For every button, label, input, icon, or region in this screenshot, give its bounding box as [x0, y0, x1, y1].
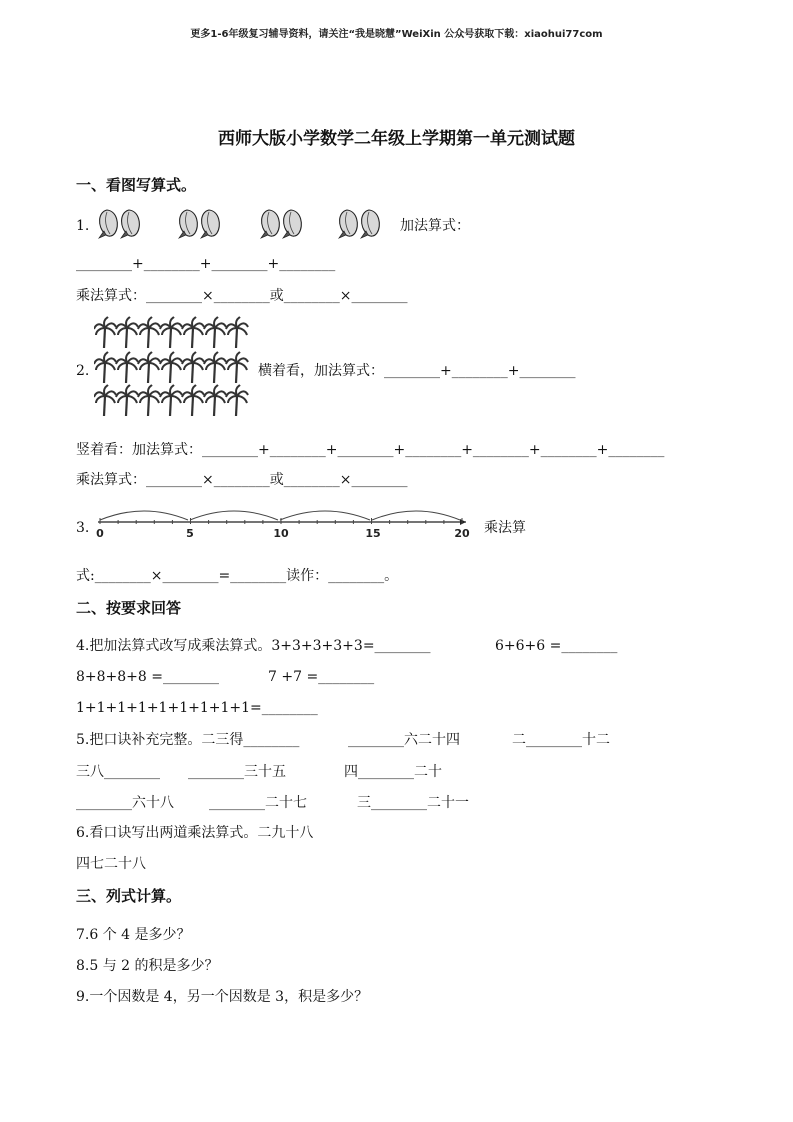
- q5-line3-a[interactable]: ________六十八: [76, 795, 174, 811]
- palm-row-2: [94, 352, 248, 383]
- peach-group-2: [179, 210, 219, 238]
- page-title: 西师大版小学数学二年级上学期第一单元测试题: [218, 129, 575, 149]
- q5-line3-b[interactable]: ________二十七: [209, 795, 307, 811]
- tick-label-5: 5: [186, 527, 194, 540]
- palm-tree-figure: [94, 316, 254, 416]
- tick-label-15: 15: [365, 527, 381, 540]
- q3-number: 3.: [76, 520, 90, 536]
- q2-vertical[interactable]: 竖着看：加法算式：________+________+________+________+________+________+________: [76, 442, 665, 458]
- q6-line1: 6.看口诀写出两道乘法算式。二九十八: [76, 825, 314, 841]
- q2-number: 2.: [76, 363, 90, 379]
- q2-horizontal[interactable]: 横着看，加法算式：________+________+________: [258, 363, 576, 379]
- q3-formula[interactable]: 式:________×________=________读作：________。: [76, 568, 399, 584]
- q4-line2-a[interactable]: 8+8+8+8 =________: [76, 669, 220, 685]
- section-3-heading: 三、列式计算。: [76, 887, 182, 905]
- number-line-svg: [94, 504, 479, 542]
- jump-arc-4: [372, 511, 460, 520]
- q1-mul-blanks[interactable]: 乘法算式：________×________或________×________: [76, 288, 408, 304]
- q1-add-label: 加法算式：: [400, 218, 470, 234]
- q5-line1-a[interactable]: 5.把口诀补充完整。二三得________: [76, 732, 300, 748]
- q4-line1-b[interactable]: 6+6+6 =________: [495, 638, 618, 654]
- section-2-heading: 二、按要求回答: [76, 599, 182, 617]
- q5-line1-b[interactable]: ________六二十四: [348, 732, 460, 748]
- q1-add-blanks[interactable]: ________+________+________+________: [76, 256, 336, 272]
- q9: 9.一个因数是 4，另一个因数是 3，积是多少？: [76, 989, 369, 1005]
- section-1-heading: 一、看图写算式。: [76, 176, 197, 194]
- page-header: 更多1-6年级复习辅导资料，请关注“我是晓慧”WeiXin 公众号获取下载：xiaohui77com: [190, 29, 603, 40]
- peach-group-1: [99, 210, 139, 238]
- tick-label-10: 10: [273, 527, 289, 540]
- peach-group-3: [261, 210, 301, 238]
- peach-groups-figure: [96, 204, 396, 240]
- palm-row-1: [94, 317, 248, 348]
- palm-row-3: [94, 385, 248, 416]
- q5-line1-c[interactable]: 二________十二: [512, 732, 610, 748]
- q4-line3[interactable]: 1+1+1+1+1+1+1+1+1=________: [76, 700, 318, 716]
- q6-line2: 四七二十八: [76, 856, 146, 872]
- tick-label-0: 0: [96, 527, 104, 540]
- q5-line3-c[interactable]: 三________二十一: [357, 795, 469, 811]
- peaches-svg: [96, 204, 396, 240]
- q4-line1-a[interactable]: 4.把加法算式改写成乘法算式。3+3+3+3+3=________: [76, 638, 431, 654]
- q5-line2-c[interactable]: 四________二十: [344, 764, 442, 780]
- jump-arc-1: [100, 511, 188, 520]
- q4-line2-b[interactable]: 7 +7 =________: [268, 669, 375, 685]
- q7: 7.6 个 4 是多少？: [76, 927, 191, 943]
- q1-number: 1.: [76, 218, 90, 234]
- jump-arc-2: [190, 511, 278, 520]
- q3-label: 乘法算: [484, 520, 526, 536]
- jump-arcs: [100, 511, 460, 520]
- minor-ticks: [100, 518, 462, 524]
- q5-line2-a[interactable]: 三八________: [76, 764, 160, 780]
- q5-line2-b[interactable]: ________三十五: [188, 764, 286, 780]
- tick-label-20: 20: [454, 527, 470, 540]
- number-line-arrow: [460, 519, 466, 525]
- number-line-figure: [94, 504, 479, 542]
- q8: 8.5 与 2 的积是多少？: [76, 958, 219, 974]
- jump-arc-3: [280, 511, 370, 520]
- palm-trees-svg: [94, 316, 254, 416]
- peach-group-4: [339, 210, 379, 238]
- q2-mul-blanks[interactable]: 乘法算式：________×________或________×________: [76, 472, 408, 488]
